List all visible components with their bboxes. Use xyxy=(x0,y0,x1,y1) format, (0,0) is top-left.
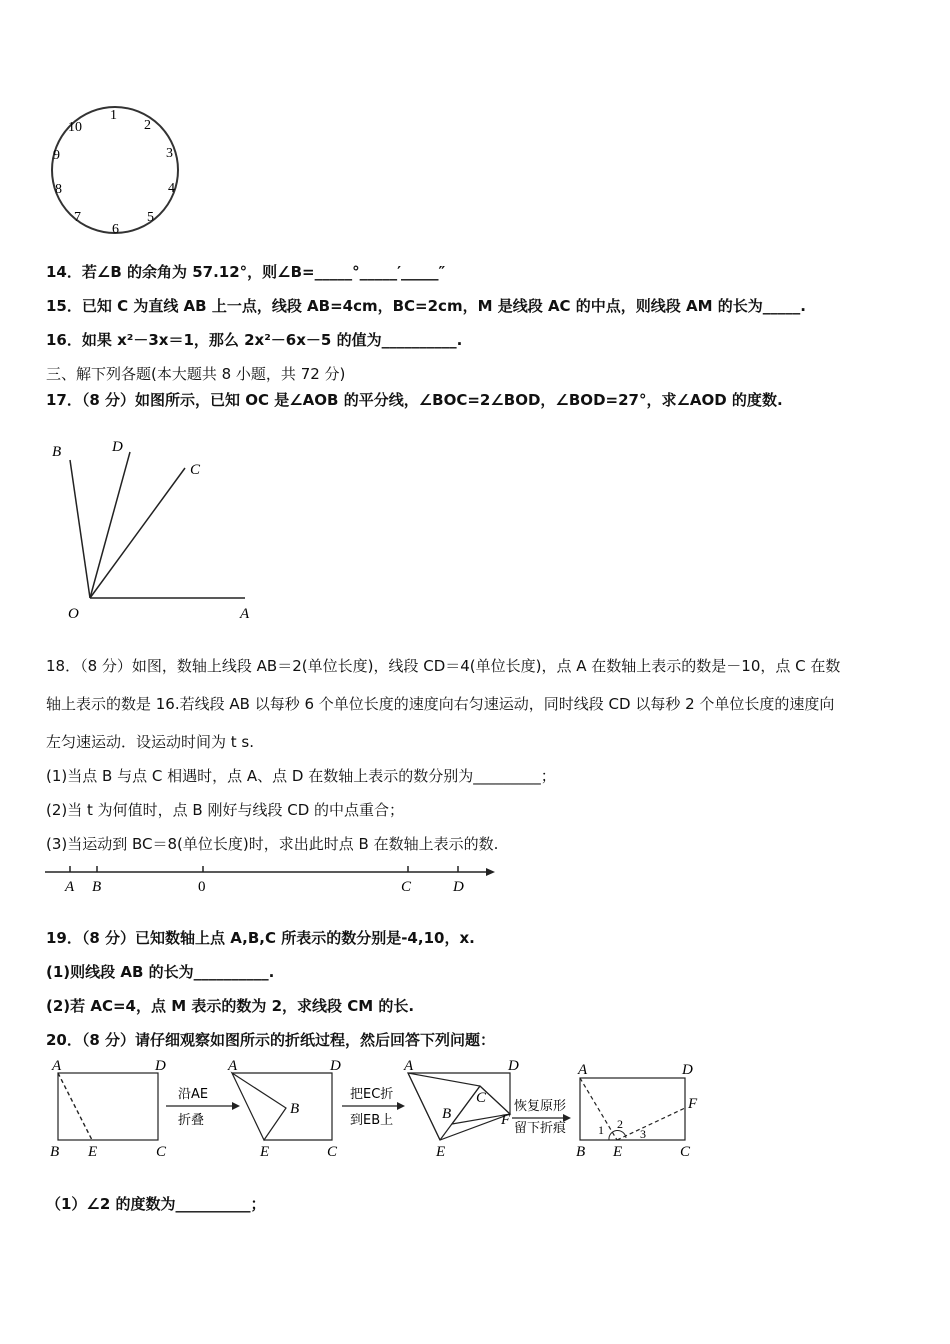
folding-figure xyxy=(40,1058,720,1168)
numline-label: 0 xyxy=(198,879,206,895)
step1-text: 沿AE xyxy=(178,1087,209,1102)
fold-label: A xyxy=(52,1058,62,1074)
point-label: A xyxy=(240,606,250,622)
number-line xyxy=(40,858,510,898)
clock-number: 2 xyxy=(144,118,151,133)
clock-number: 9 xyxy=(53,148,60,163)
question-16: 16．如果 x²－3x＝1，那么 2x²－6x－5 的值为__________. xyxy=(46,331,463,349)
clock-number: 10 xyxy=(68,120,82,135)
fold-label: E xyxy=(436,1144,446,1160)
numline-label: C xyxy=(401,879,412,895)
fold-label: A xyxy=(404,1058,414,1074)
angle-label: 3 xyxy=(640,1127,646,1141)
question-19: 19．（8 分）已知数轴上点 A,B,C 所表示的数分别是-4,10，x. xyxy=(46,929,475,947)
question-20-part1: （1）∠2 的度数为__________； xyxy=(46,1195,266,1213)
point-label: O xyxy=(68,606,79,622)
question-18-line1: 18．（8 分）如图，数轴上线段 AB＝2(单位长度)，线段 CD＝4(单位长度)，点 A 在数轴上表示的数是－10，点 C 在数 xyxy=(46,657,841,675)
fold-label: D xyxy=(330,1058,341,1074)
question-19-part2: (2)若 AC=4，点 M 表示的数为 2，求线段 CM 的长. xyxy=(46,997,415,1015)
clock-figure xyxy=(40,95,190,245)
point-label: B xyxy=(52,444,62,460)
question-18-part2: (2)当 t 为何值时，点 B 刚好与线段 CD 的中点重合； xyxy=(46,801,405,819)
clock-number: 7 xyxy=(74,210,81,225)
clock-number: 6 xyxy=(112,222,119,237)
step1-text: 折叠 xyxy=(178,1113,205,1128)
fold-label: D xyxy=(682,1062,693,1078)
fold-label: A xyxy=(228,1058,238,1074)
fold-label: E xyxy=(260,1144,270,1160)
clock-number: 8 xyxy=(55,182,62,197)
step2-text: 把EC折 xyxy=(350,1087,394,1102)
clock-number: 1 xyxy=(110,108,117,123)
fold-label: E xyxy=(613,1144,623,1160)
clock-number: 3 xyxy=(166,146,173,161)
fold-label: C xyxy=(327,1144,338,1160)
question-14: 14．若∠B 的余角为 57.12°，则∠B=_____°_____′_____″ xyxy=(46,263,446,281)
numline-label: A xyxy=(65,879,75,895)
question-18-line3: 左匀速运动．设运动时间为 t s. xyxy=(46,733,255,751)
step2-text: 到EB上 xyxy=(350,1113,394,1128)
numline-label: D xyxy=(453,879,464,895)
clock-number: 4 xyxy=(168,181,175,196)
fold-label: D xyxy=(508,1058,519,1074)
point-label: C xyxy=(190,462,201,478)
fold-label: F xyxy=(688,1096,698,1112)
angle-label: 2 xyxy=(617,1117,623,1131)
step3-text: 留下折痕 xyxy=(514,1121,567,1136)
fold-label: B xyxy=(576,1144,586,1160)
question-20: 20．（8 分）请仔细观察如图所示的折纸过程，然后回答下列问题： xyxy=(46,1031,496,1049)
fold-label: A xyxy=(578,1062,588,1078)
question-19-part1: (1)则线段 AB 的长为__________. xyxy=(46,963,275,981)
fold-label: D xyxy=(155,1058,166,1074)
fold-label: B xyxy=(50,1144,60,1160)
fold-label: C xyxy=(680,1144,691,1160)
fold-label: C xyxy=(156,1144,167,1160)
fold-label: F xyxy=(501,1112,511,1128)
step3-text: 恢复原形 xyxy=(514,1099,567,1114)
question-17: 17．（8 分）如图所示，已知 OC 是∠AOB 的平分线，∠BOC=2∠BOD，∠BOD=27°，求∠AOD 的度数. xyxy=(46,391,783,409)
point-label: D xyxy=(112,439,123,455)
question-18-line2: 轴上表示的数是 16.若线段 AB 以每秒 6 个单位长度的速度向右匀速运动，同时线段 CD 以每秒 2 个单位长度的速度向 xyxy=(46,695,835,713)
question-15: 15．已知 C 为直线 AB 上一点，线段 AB=4cm，BC=2cm，M 是线段 AC 的中点，则线段 AM 的长为_____. xyxy=(46,297,806,315)
numline-label: B xyxy=(92,879,102,895)
angle-figure xyxy=(40,430,270,630)
fold-label: C xyxy=(476,1090,487,1106)
section-heading: 三、解下列各题(本大题共 8 小题，共 72 分) xyxy=(46,365,346,383)
question-18-part1: (1)当点 B 与点 C 相遇时，点 A、点 D 在数轴上表示的数分别为_________； xyxy=(46,767,556,785)
fold-label: B xyxy=(290,1101,300,1117)
fold-label: B xyxy=(442,1106,452,1122)
clock-number: 5 xyxy=(147,210,154,225)
fold-label: E xyxy=(88,1144,98,1160)
question-18-part3: (3)当运动到 BC＝8(单位长度)时，求出此时点 B 在数轴上表示的数. xyxy=(46,835,499,853)
angle-label: 1 xyxy=(598,1123,604,1137)
